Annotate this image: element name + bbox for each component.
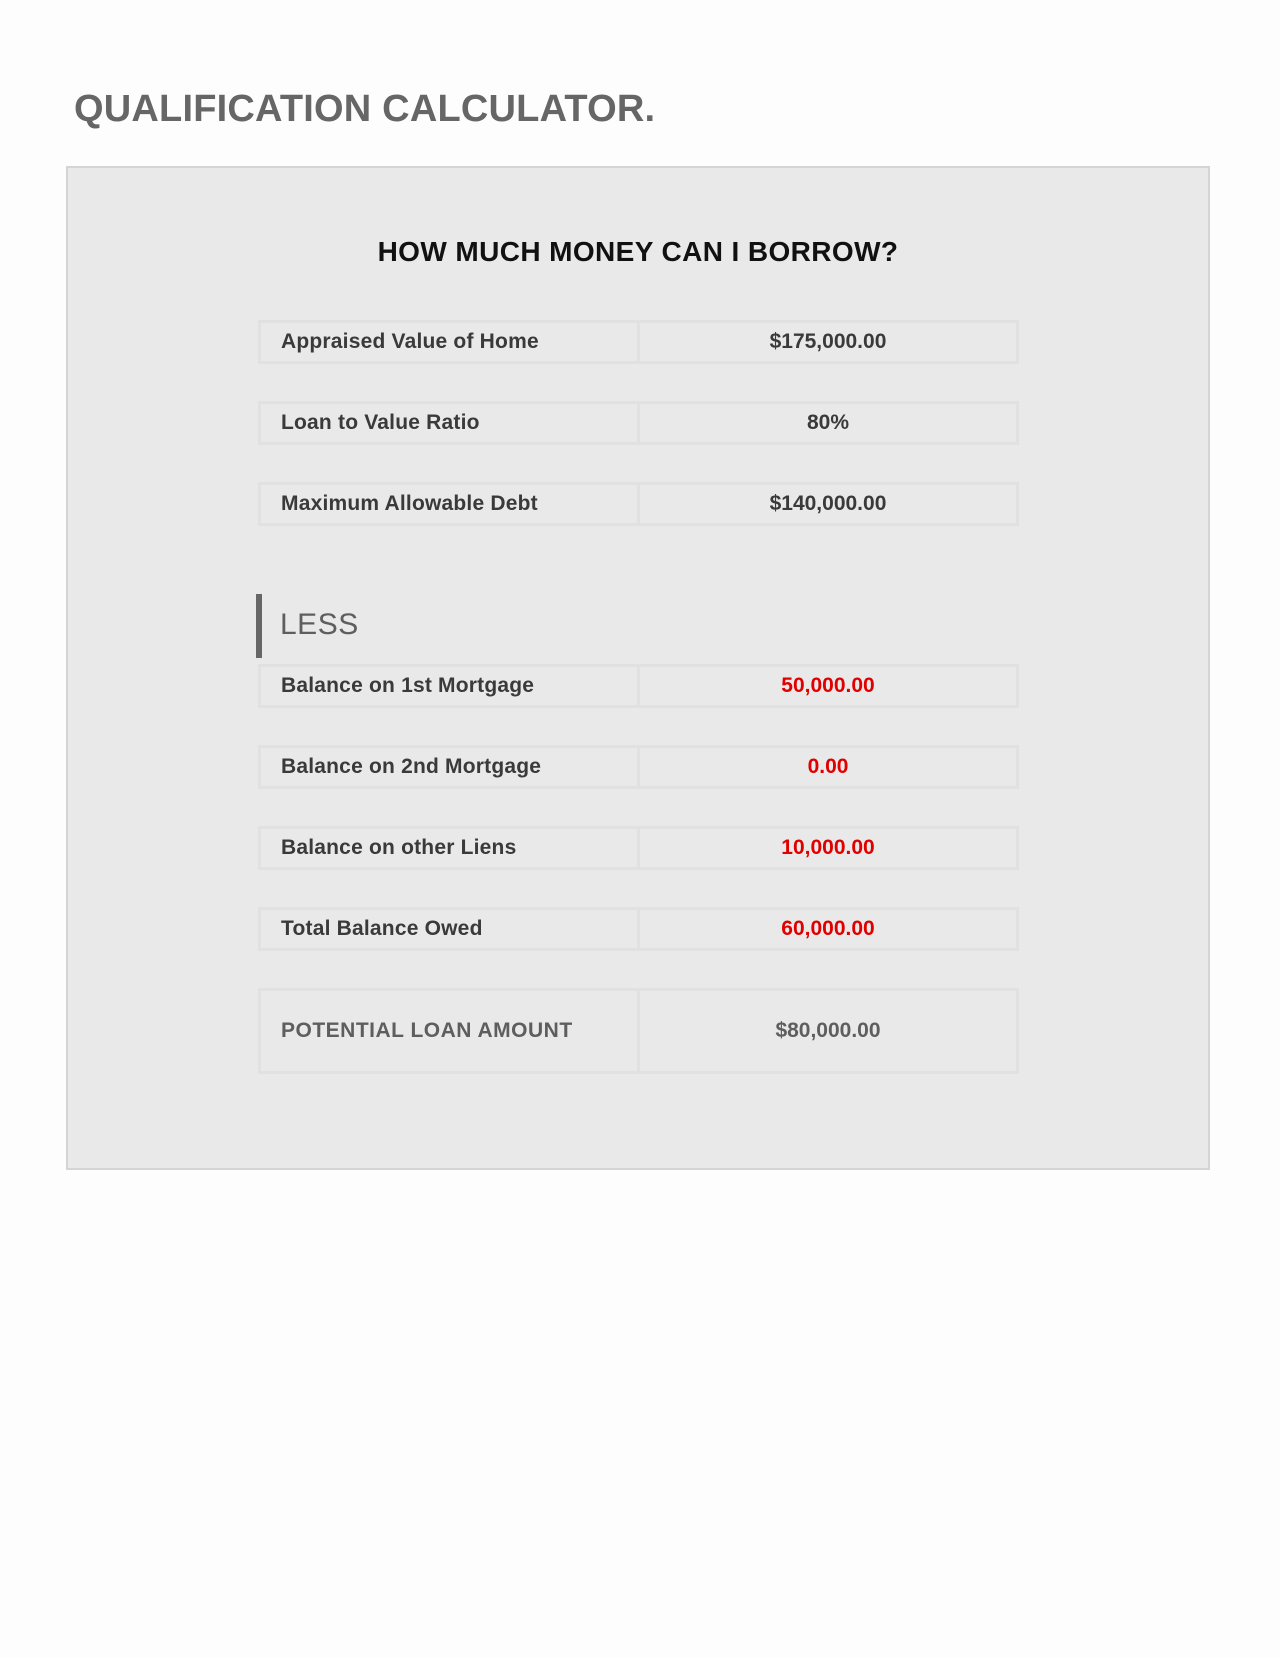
calculator-heading: HOW MUCH MONEY CAN I BORROW? bbox=[377, 236, 899, 267]
max-allowable-debt-value: $140,000.00 bbox=[637, 482, 1019, 526]
row-label: Maximum Allowable Debt bbox=[258, 482, 640, 526]
row-label: Total Balance Owed bbox=[258, 907, 640, 951]
row-other-liens bbox=[258, 826, 1022, 870]
row-label: Balance on 2nd Mortgage bbox=[258, 745, 640, 789]
calculator-panel bbox=[66, 166, 1210, 1170]
second-mortgage-field[interactable]: 0.00 bbox=[637, 745, 1019, 789]
row-first-mortgage bbox=[258, 664, 1022, 708]
row-label: Balance on 1st Mortgage bbox=[258, 664, 640, 708]
row-max-allowable-debt bbox=[258, 482, 1022, 526]
row-label: POTENTIAL LOAN AMOUNT bbox=[258, 988, 640, 1074]
row-potential-loan-amount bbox=[258, 988, 1022, 1074]
loan-to-value-field[interactable]: 80% bbox=[637, 401, 1019, 445]
row-loan-to-value bbox=[258, 401, 1022, 445]
row-label: Appraised Value of Home bbox=[258, 320, 640, 364]
potential-loan-amount-value: $80,000.00 bbox=[637, 988, 1019, 1074]
less-accent-bar bbox=[256, 594, 262, 658]
row-second-mortgage bbox=[258, 745, 1022, 789]
less-label: LESS bbox=[280, 608, 359, 641]
total-balance-owed-value: 60,000.00 bbox=[637, 907, 1019, 951]
row-total-balance-owed bbox=[258, 907, 1022, 951]
other-liens-field[interactable]: 10,000.00 bbox=[637, 826, 1019, 870]
row-appraised-value bbox=[258, 320, 1022, 364]
row-label: Balance on other Liens bbox=[258, 826, 640, 870]
appraised-value-field[interactable]: $175,000.00 bbox=[637, 320, 1019, 364]
page-title: QUALIFICATION CALCULATOR. bbox=[74, 88, 656, 130]
first-mortgage-field[interactable]: 50,000.00 bbox=[637, 664, 1019, 708]
row-label: Loan to Value Ratio bbox=[258, 401, 640, 445]
